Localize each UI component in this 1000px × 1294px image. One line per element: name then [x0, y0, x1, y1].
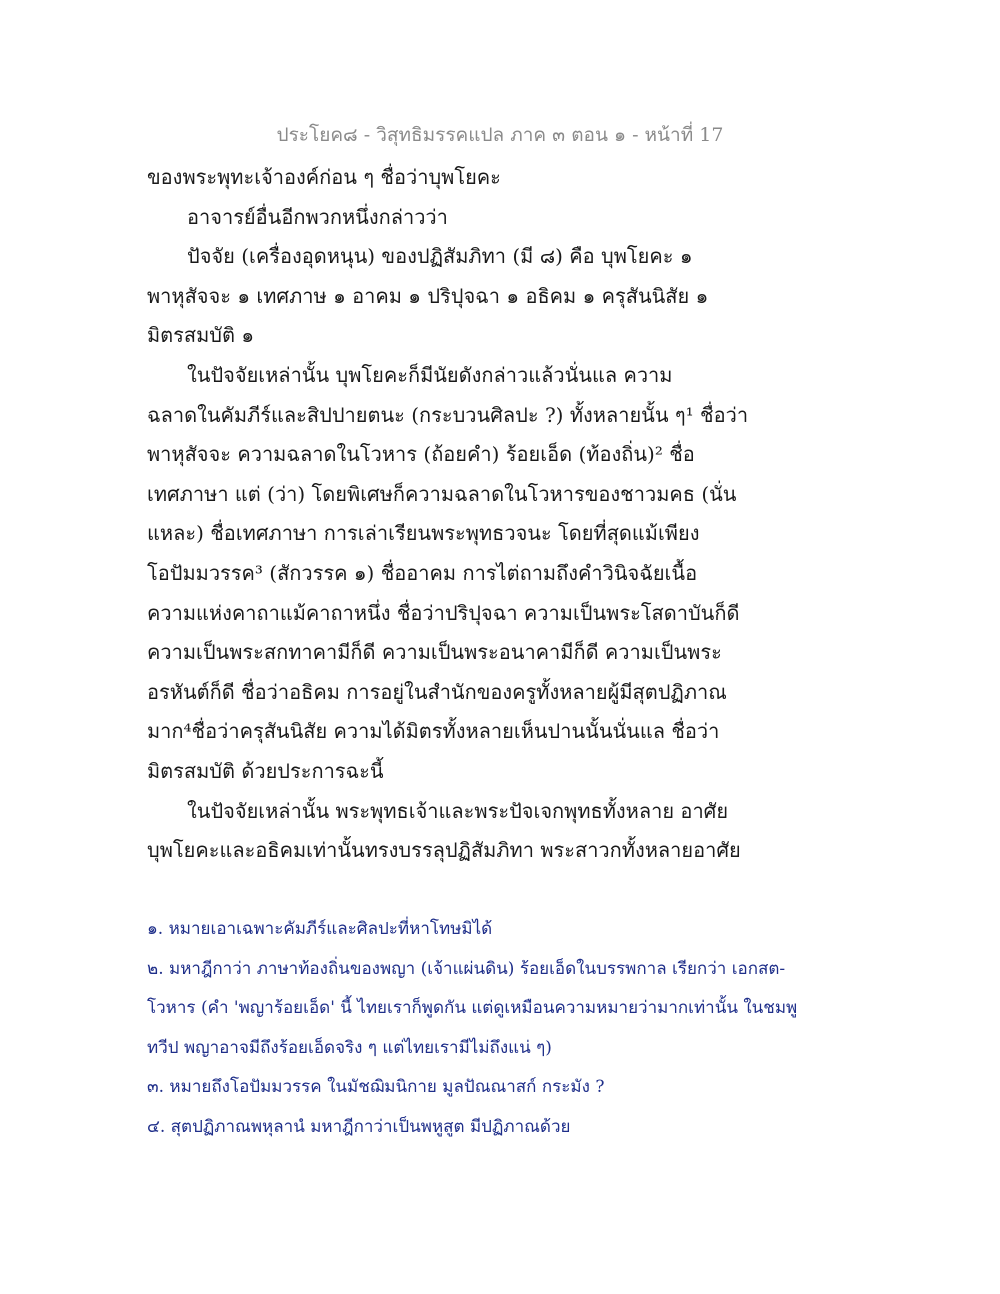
footnote-line: ๔. สุตปฏิภาณพหุลานํ มหาฎีกาว่าเป็นพหูสูต มีปฏิภาณด้วย — [147, 1116, 571, 1137]
body-line: ความแห่งคาถาแม้คาถาหนึ่ง ชื่อว่าปริปุจฉา ความเป็นพระโสดาบันก็ดี — [147, 600, 740, 625]
footnote-line: โวหาร (คำ 'พญาร้อยเอ็ด' นี้ ไทยเราก็พูดกัน แต่ดูเหมือนความหมายว่ามากเท่านั้น ในชมพู — [147, 998, 798, 1019]
body-line: ของพระพุทะเจ้าองค์ก่อน ๆ ชื่อว่าบุพโยคะ — [147, 165, 501, 189]
body-line: มิตรสมบัติ ๑ — [147, 323, 255, 348]
body-line: อาจารย์อื่นอีกพวกหนึ่งกล่าวว่า — [187, 204, 448, 229]
body-line: บุพโยคะและอธิคมเท่านั้นทรงบรรลุปฏิสัมภิทา พระสาวกทั้งหลายอาศัย — [147, 838, 741, 863]
footnote-line: ๒. มหาฎีกาว่า ภาษาท้องถิ่นของพญา (เจ้าแผ่นดิน) ร้อยเอ็ดในบรรพกาล เรียกว่า เอกสต- — [147, 958, 786, 979]
footnote-line: ทวีป พญาอาจมีถึงร้อยเอ็ดจริง ๆ แต่ไทยเรามีไม่ถึงแน่ ๆ) — [147, 1037, 552, 1058]
body-line: เทศภาษา แต่ (ว่า) โดยพิเศษก็ความฉลาดในโวหารของชาวมคธ (นั่น — [147, 481, 737, 506]
body-line: ในปัจจัยเหล่านั้น พระพุทธเจ้าและพระปัจเจกพุทธทั้งหลาย อาศัย — [187, 798, 729, 823]
footnotes — [147, 910, 867, 1148]
body-line: มาก⁴ชื่อว่าครุสันนิสัย ความได้มิตรทั้งหลายเห็นปานนั้นนั่นแล ชื่อว่า — [147, 719, 720, 744]
body-line: พาหุสัจจะ ๑ เทศภาษ ๑ อาคม ๑ ปริปุจฉา ๑ อธิคม ๑ ครุสันนิสัย ๑ — [147, 283, 709, 308]
footnote-line: ๓. หมายถึงโอปัมมวรรค ในมัชฌิมนิกาย มูลปัณณาสก์ กระมัง ? — [147, 1077, 605, 1098]
page-header: ประโยค๘ - วิสุทธิมรรคแปล ภาค ๓ ตอน ๑ - หน้าที่ 17 — [276, 124, 724, 146]
body-line: อรหันต์ก็ดี ชื่อว่าอธิคม การอยู่ในสำนักของครูทั้งหลายผู้มีสุตปฏิภาณ — [147, 679, 727, 704]
body-line: โอปัมมวรรค³ (สักวรรค ๑) ชื่ออาคม การไต่ถามถึงคำวินิจฉัยเนื้อ — [147, 560, 698, 585]
body-line: แหละ) ชื่อเทศภาษา การเล่าเรียนพระพุทธวจนะ โดยที่สุดแม้เพียง — [147, 521, 700, 546]
body-line: พาหุสัจจะ ความฉลาดในโวหาร (ถ้อยคำ) ร้อยเอ็ด (ท้องถิ่น)² ชื่อ — [147, 442, 695, 467]
body-line: ปัจจัย (เครื่องอุดหนุน) ของปฏิสัมภิทา (มี ๘) คือ บุพโยคะ ๑ — [187, 244, 693, 269]
body-line: ความเป็นพระสกทาคามีก็ดี ความเป็นพระอนาคามีก็ดี ความเป็นพระ — [147, 640, 722, 665]
body-line: ในปัจจัยเหล่านั้น บุพโยคะก็มีนัยดังกล่าวแล้วนั่นแล ความ — [187, 362, 673, 387]
body-line: มิตรสมบัติ ด้วยประการฉะนี้ — [147, 758, 384, 783]
footnote-line: ๑. หมายเอาเฉพาะคัมภีร์และศิลปะที่หาโทษมิได้ — [147, 919, 493, 939]
body-text — [147, 158, 867, 871]
body-line: ฉลาดในคัมภีร์และสิปปายตนะ (กระบวนศิลปะ ?) ทั้งหลายนั้น ๆ¹ ชื่อว่า — [147, 402, 749, 427]
